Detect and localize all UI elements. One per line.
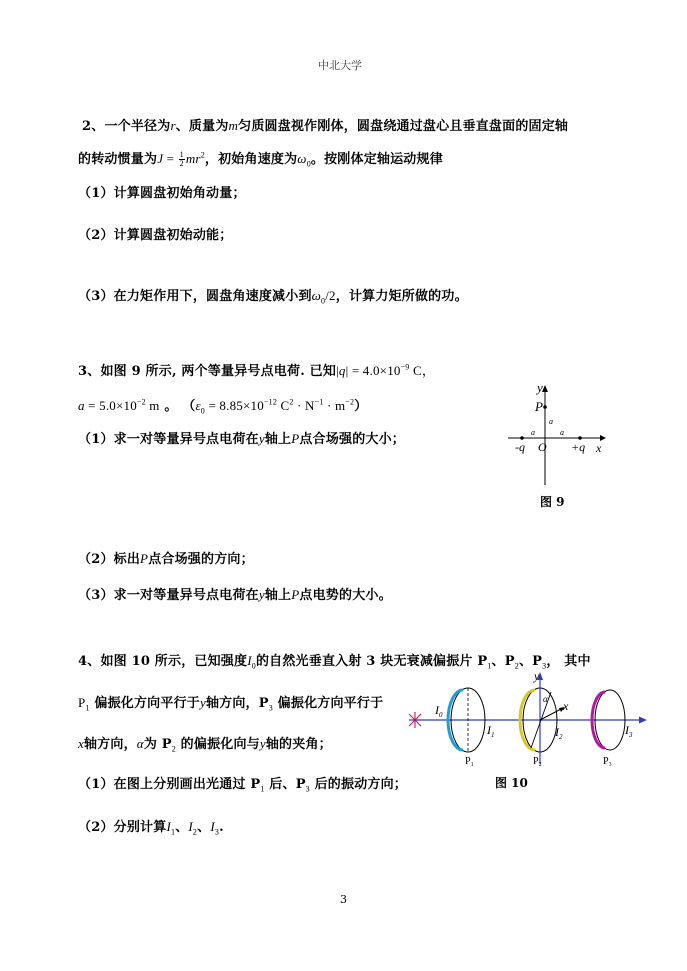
fig10-alpha-label: α <box>543 694 548 704</box>
problem3-q1: （1）求一对等量异号点电荷在y轴上P点合场强的大小； <box>78 431 406 447</box>
fig10-P1-label: $P_1$ <box>465 756 474 768</box>
problem3-q3: （3）求一对等量异号点电荷在y轴上P点电势的大小。 <box>78 587 392 603</box>
problem2-q3: （3）在力矩作用下，圆盘角速度减小到$\omega_0/2$，计算力矩所做的功。 <box>78 288 468 306</box>
problem2-line2: 的转动惯量为J = $\frac{1}{2}$ $mr^2$，初始角速度为$\omega_0$。按刚体定轴运动规律 <box>78 150 443 169</box>
fig10-I2-label: $I_2$ <box>555 725 563 741</box>
figure-10-caption: 图 10 <box>495 776 528 790</box>
fig10-x-label: x <box>563 699 569 713</box>
figure-9-caption: 图 9 <box>540 495 565 509</box>
fig10-I3-label: $I_3$ <box>625 723 633 739</box>
fig10-y-label: y <box>534 669 540 683</box>
fig9-a-vertical: a <box>549 417 553 426</box>
problem4-q1: （1）在图上分别画出光通过 $P_1$ 后、$P_3$ 后的振动方向； <box>78 777 408 794</box>
figure-10 <box>405 668 650 770</box>
fig9-y-label: y <box>537 380 543 395</box>
fig10-P3-label: $P_3$ <box>603 756 612 768</box>
fig9-point-P <box>543 405 547 409</box>
fig10-polarizer-P2 <box>520 672 565 764</box>
fig10-I0-label: $I_0$ <box>435 703 443 719</box>
problem2-q1: （1）计算圆盘初始角动量； <box>78 186 246 201</box>
problem4-q2: （2）分别计算$I_1$、$I_2$、$I_3$. <box>78 819 224 837</box>
problem4-line1: 4、如图 10 所示，已知强度$I_0$的自然光垂直入射 3 块无衰减偏振片 $P_1$、$P_2$、$P_3$， 其中 <box>78 653 591 671</box>
problem2-q2: （2）计算圆盘初始动能； <box>78 228 233 243</box>
page-number: 3 <box>340 893 347 906</box>
problem2-line1: 2、一个半径为r、质量为m匀质圆盘视作刚体，圆盘绕通过盘心且垂直盘面的固定轴 <box>82 118 569 134</box>
fig9-P-label: P <box>535 399 543 414</box>
figure-9 <box>500 380 610 495</box>
fig9-y-arrow-icon <box>542 385 548 392</box>
fig9-a-left: a <box>531 428 535 437</box>
fig9-plus-q: +q <box>571 440 586 454</box>
page-header: 中北大学 <box>318 59 362 72</box>
fig9-origin: O <box>538 440 547 454</box>
fig10-P2-label: $P_2$ <box>533 756 542 768</box>
problem3-line2: $a = 5.0\times 10^{-2}$ m 。 （$\varepsilon_0 = 8.85\times 10^{-12}$ $C^2 \cdot N^{-1} \cdot m^{-2}$） <box>78 397 368 416</box>
problem3-line1: 3、如图 9 所示, 两个等量异号点电荷. 已知$|q| = 4.0\times 10^{-9}$ C， <box>78 362 436 379</box>
fig9-x-label: x <box>596 441 602 455</box>
problem4-line2: $P_1$ 偏振化方向平行于y轴方向，$P_3$ 偏振化方向平行于 <box>78 695 384 713</box>
fig9-minus-q: -q <box>515 440 525 454</box>
fig9-a-right: a <box>560 428 564 437</box>
problem4-line3: x轴方向，α为 $P_2$ 的偏振化向与y轴的夹角； <box>78 736 332 754</box>
fig10-I1-label: $I_1$ <box>487 723 495 739</box>
fig10-axis-arrow-icon <box>639 717 647 724</box>
problem3-q2: （2）标出P点合场强的方向； <box>78 551 254 567</box>
